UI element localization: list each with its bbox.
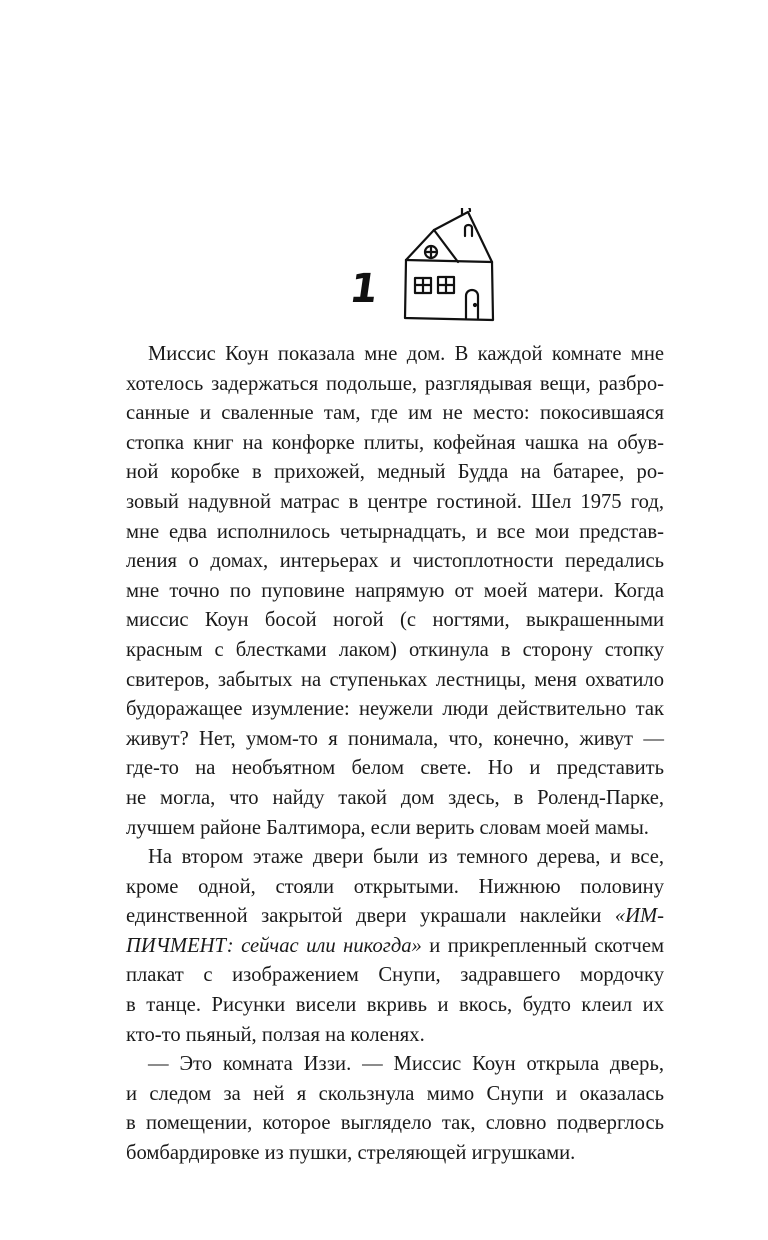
- text-line: будоражащее изумление: неужели люди действительно так: [126, 698, 664, 721]
- text-line: кроме одной, стояли открытыми. Нижнюю половину: [126, 875, 664, 898]
- text-line: мне едва исполнилось четырнадцать, и все мои представ-: [126, 520, 664, 543]
- text-line: мне точно по пуповине напрямую от моей матери. Когда: [126, 579, 664, 602]
- text-line: стопка книг на конфорке плиты, кофейная чашка на обув-: [126, 431, 664, 454]
- text-line: в танце. Рисунки висели вкривь и вкось, будто клеил их: [126, 994, 664, 1017]
- text-line: [104, 902, 664, 932]
- paragraph-1: [104, 340, 664, 843]
- text-line: зовый надувной матрас в центре гостиной. Шел 1975 год,: [126, 490, 664, 513]
- text-line: миссис Коун босой ногой (с ногтями, выкрашенными: [126, 609, 664, 632]
- text-line: кто-то пьяный, ползая на коленях.: [126, 1023, 425, 1046]
- text-line: ления о домах, интерьерах и чистоплотности передались: [126, 550, 664, 573]
- text-fragment: и прикрепленный скотчем: [421, 934, 664, 957]
- text-line: бомбардировке из пушки, стреляющей игрушками.: [126, 1142, 576, 1165]
- text-line: не могла, что найду такой дом здесь, в Роленд-Парке,: [126, 786, 664, 809]
- text-line: и следом за ней я скользнула мимо Снупи и оказалась: [126, 1082, 664, 1105]
- text-line: лучшем районе Балтимора, если верить словам моей мамы.: [126, 816, 649, 839]
- sticker-text: ПИЧМЕНТ: сейчас или никогда»: [126, 934, 422, 957]
- text-line: Миссис Коун показала мне дом. В каждой комнате мне: [148, 343, 664, 365]
- text-line: [104, 932, 664, 962]
- text-line: красным с блестками лаком) откинула в сторону стопку: [126, 638, 664, 661]
- sticker-text: «ИМ-: [614, 905, 664, 928]
- body-text: [104, 340, 664, 1169]
- chapter-heading: [346, 208, 510, 330]
- chapter-number: 1: [346, 266, 382, 312]
- text-line: хотелось задержаться подольше, разглядывая вещи, разбро-: [126, 372, 664, 395]
- text-line: живут? Нет, умом-то я понимала, что, конечно, живут —: [126, 727, 664, 750]
- text-line: — Это комната Иззи. — Миссис Коун открыла дверь,: [148, 1053, 664, 1076]
- text-line: плакат с изображением Снупи, задравшего мордочку: [126, 964, 664, 987]
- paragraph-3: [104, 1050, 664, 1168]
- house-drawing-icon: [400, 208, 504, 328]
- text-fragment: единственной закрытой двери украшали наклейки: [126, 905, 615, 928]
- text-line: в помещении, которое выглядело так, словно подверглось: [126, 1112, 664, 1135]
- text-line: На втором этаже двери были из темного дерева, и все,: [148, 846, 664, 869]
- paragraph-2: [104, 843, 664, 1050]
- text-line: где-то на необъятном белом свете. Но и представить: [126, 757, 664, 780]
- text-line: санные и сваленные там, где им не место: покосившаяся: [126, 402, 664, 425]
- text-line: ной коробке в прихожей, медный Будда на батарее, ро-: [126, 461, 664, 484]
- text-line: свитеров, забытых на ступеньках лестницы, меня охватило: [126, 668, 664, 691]
